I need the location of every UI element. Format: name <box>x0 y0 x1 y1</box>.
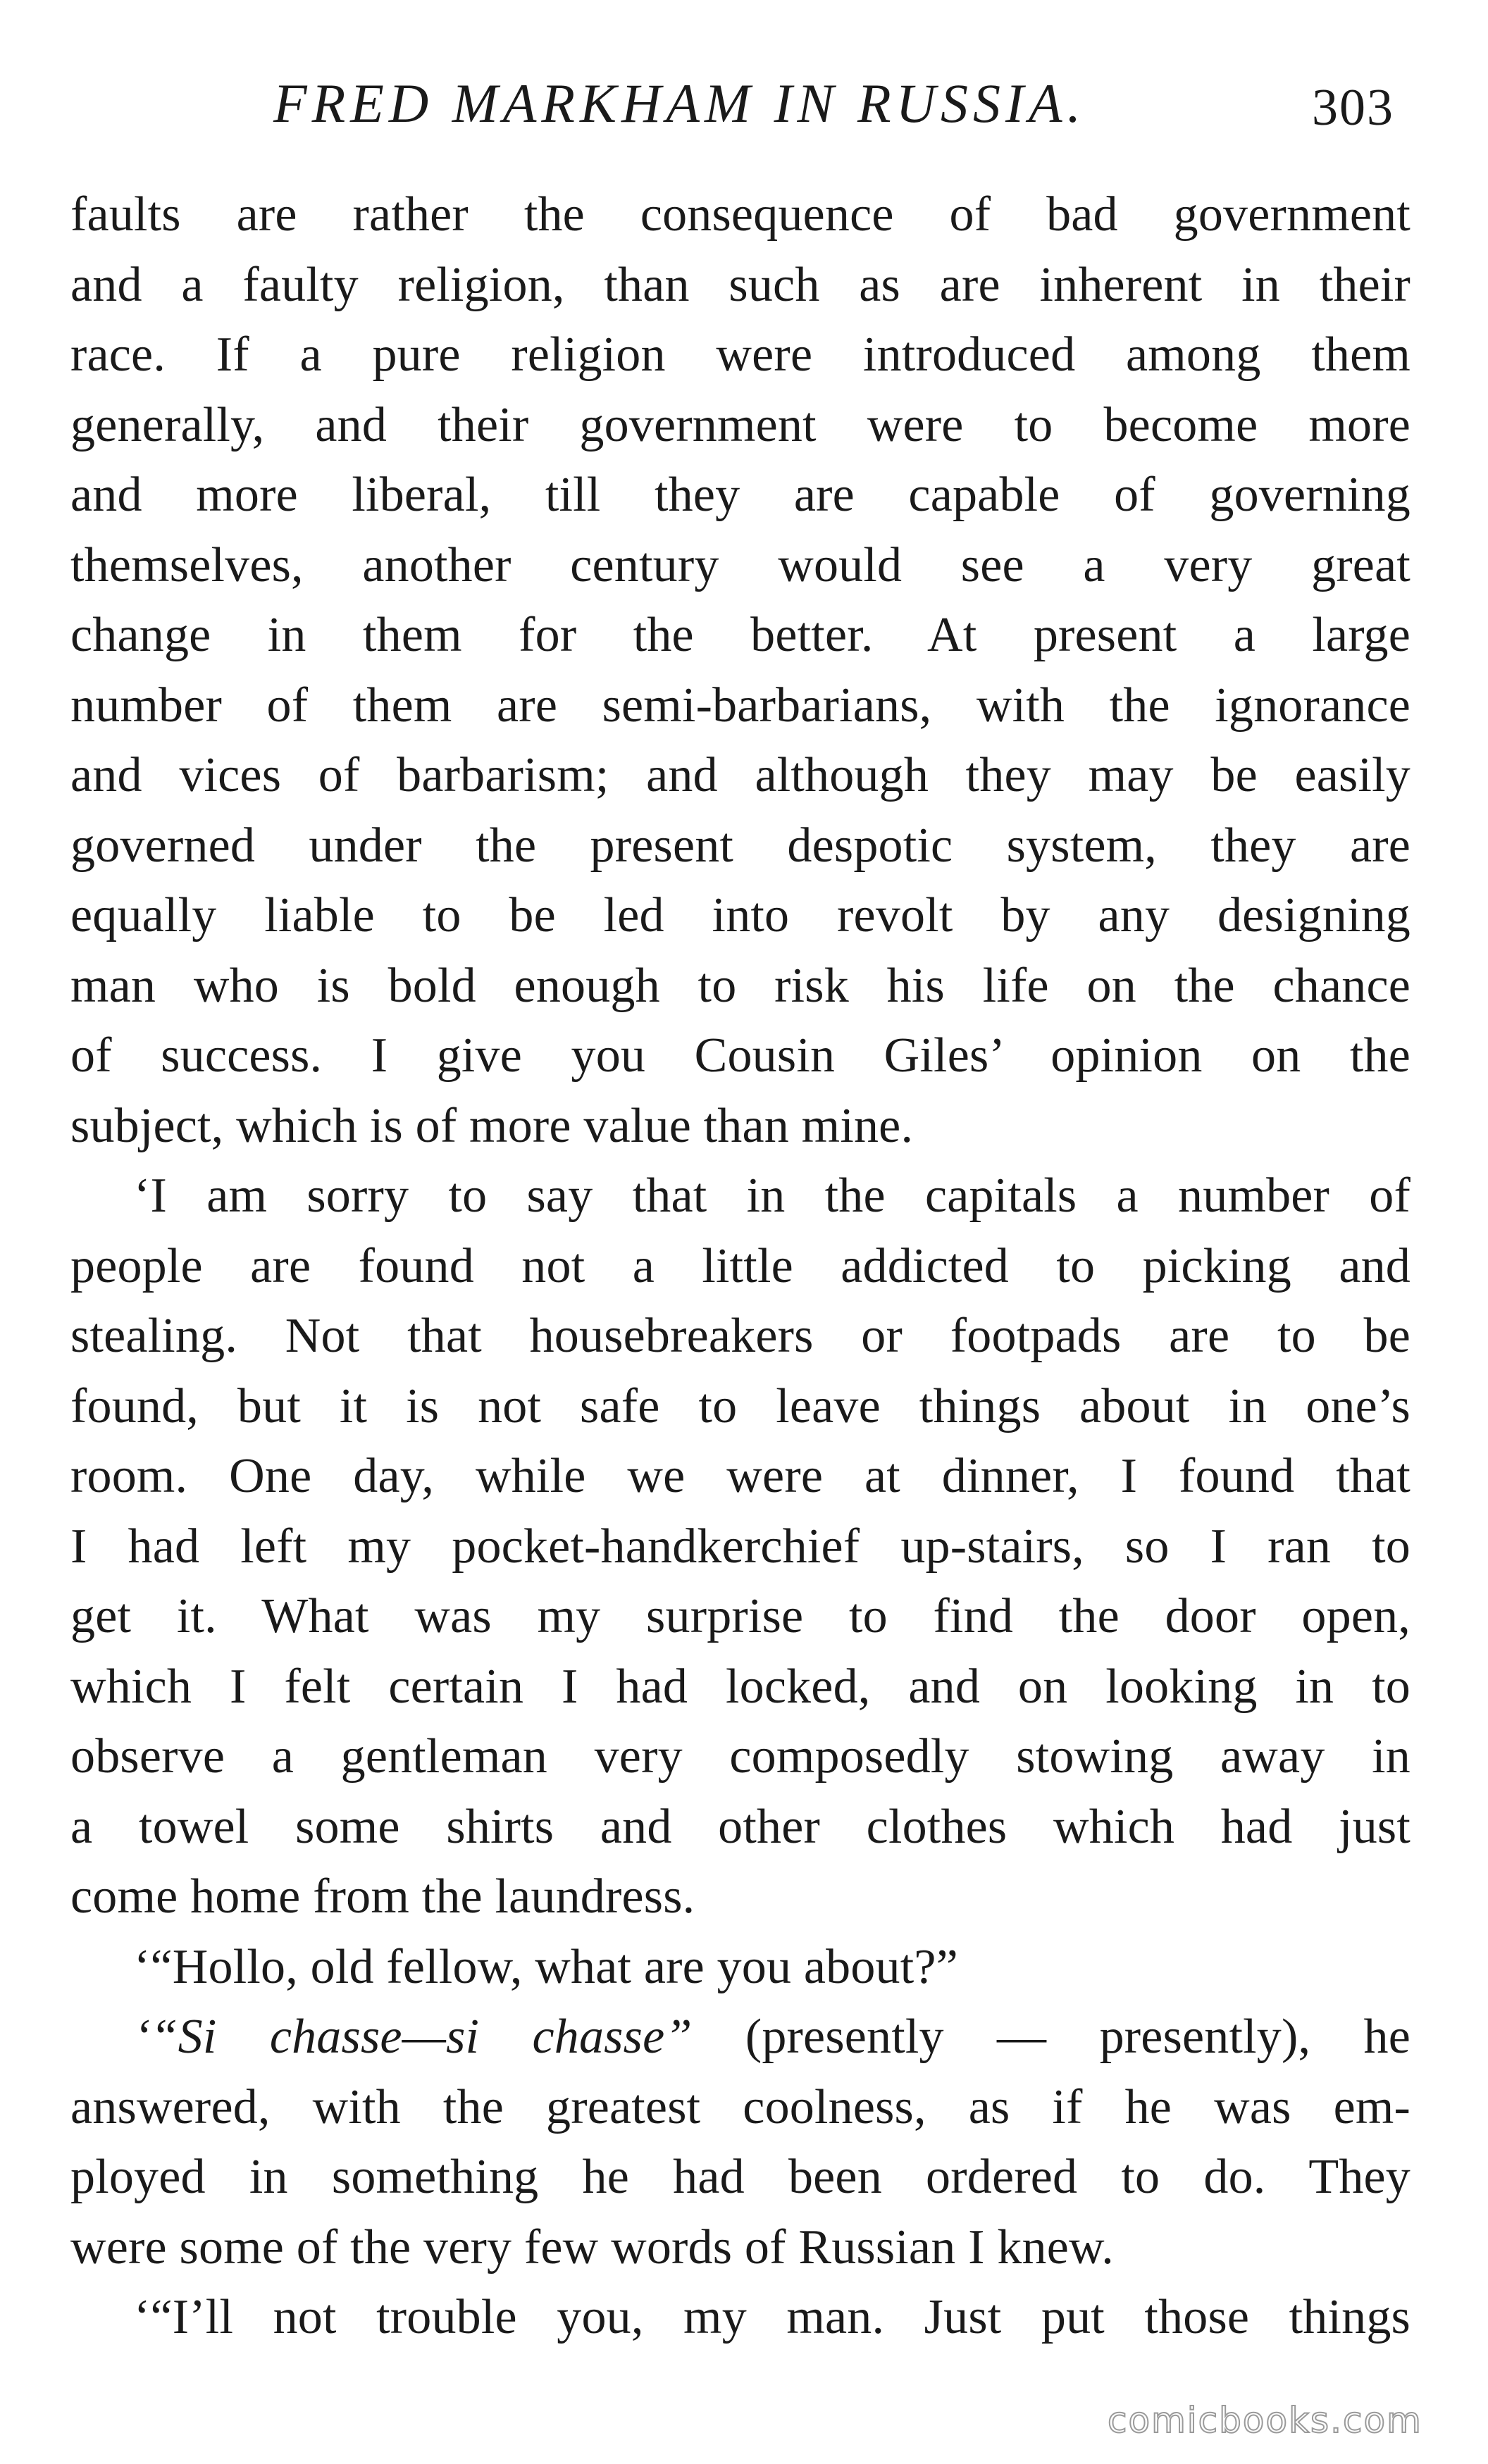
text-line: and vices of barbarism; and although they may be easily <box>70 748 1410 802</box>
paragraph-end-line: subject, which is of more value than mine. <box>70 1098 914 1153</box>
page-number: 303 <box>1312 79 1394 137</box>
running-head <box>0 65 1488 142</box>
text-line: man who is bold enough to risk his life on the chance <box>70 958 1410 1013</box>
italic-phrase: ‘“Si chasse—si chasse” <box>134 2010 693 2064</box>
paragraph-end-line: were some of the very few words of Russian I knew. <box>70 2220 1114 2275</box>
paragraph-start-line: ‘I am sorry to say that in the capitals a number of <box>134 1169 1410 1223</box>
text-line: and more liberal, till they are capable of governing <box>70 468 1410 522</box>
dialogue-line <box>70 2002 1410 2072</box>
text-line: I had left my pocket-handkerchief up-stairs, so I ran to <box>70 1519 1410 1574</box>
text-line: number of them are semi-barbarians, with the ignorance <box>70 678 1410 733</box>
text-line: which I felt certain I had locked, and on looking in to <box>70 1659 1410 1714</box>
text-line: people are found not a little addicted to picking and <box>70 1238 1410 1293</box>
text-line: room. One day, while we were at dinner, I found that <box>70 1449 1410 1503</box>
text-line: a towel some shirts and other clothes which had just <box>70 1799 1410 1854</box>
text-line: governed under the present despotic system, they are <box>70 818 1410 873</box>
running-title: FRED MARKHAM IN RUSSIA. <box>273 73 1086 134</box>
text-line: generally, and their government were to become more <box>70 397 1410 452</box>
text-line: race. If a pure religion were introduced among them <box>70 328 1410 382</box>
text-line: and a faulty religion, than such as are inherent in their <box>70 257 1410 312</box>
text-line: found, but it is not safe to leave things about in one’s <box>70 1379 1410 1433</box>
text-line: stealing. Not that housebreakers or footpads are to be <box>70 1309 1410 1363</box>
dialogue-line: ‘“I’ll not trouble you, my man. Just put those things <box>134 2290 1410 2344</box>
text-line: faults are rather the consequence of bad government <box>70 187 1410 242</box>
text-line: get it. What was my surprise to find the door open, <box>70 1589 1410 1643</box>
dialogue-line: ‘“Hollo, old fellow, what are you about?” <box>134 1939 958 1994</box>
watermark: comicbooks.com <box>1108 2400 1422 2441</box>
text-line: equally liable to be led into revolt by any designing <box>70 888 1410 942</box>
text-line: themselves, another century would see a very great <box>70 537 1410 592</box>
text-line: observe a gentleman very composedly stowing away in <box>70 1729 1410 1784</box>
text-line: of success. I give you Cousin Giles’ opinion on the <box>70 1028 1410 1083</box>
body-text <box>70 180 1410 2353</box>
line-remainder: (presently — presently), he <box>692 2010 1411 2064</box>
text-line: answered, with the greatest coolness, as if he was em- <box>70 2079 1410 2134</box>
text-line: ployed in something he had been ordered to do. They <box>70 2150 1410 2204</box>
text-line: change in them for the better. At present a large <box>70 608 1410 662</box>
paragraph-end-line: come home from the laundress. <box>70 1869 695 1924</box>
